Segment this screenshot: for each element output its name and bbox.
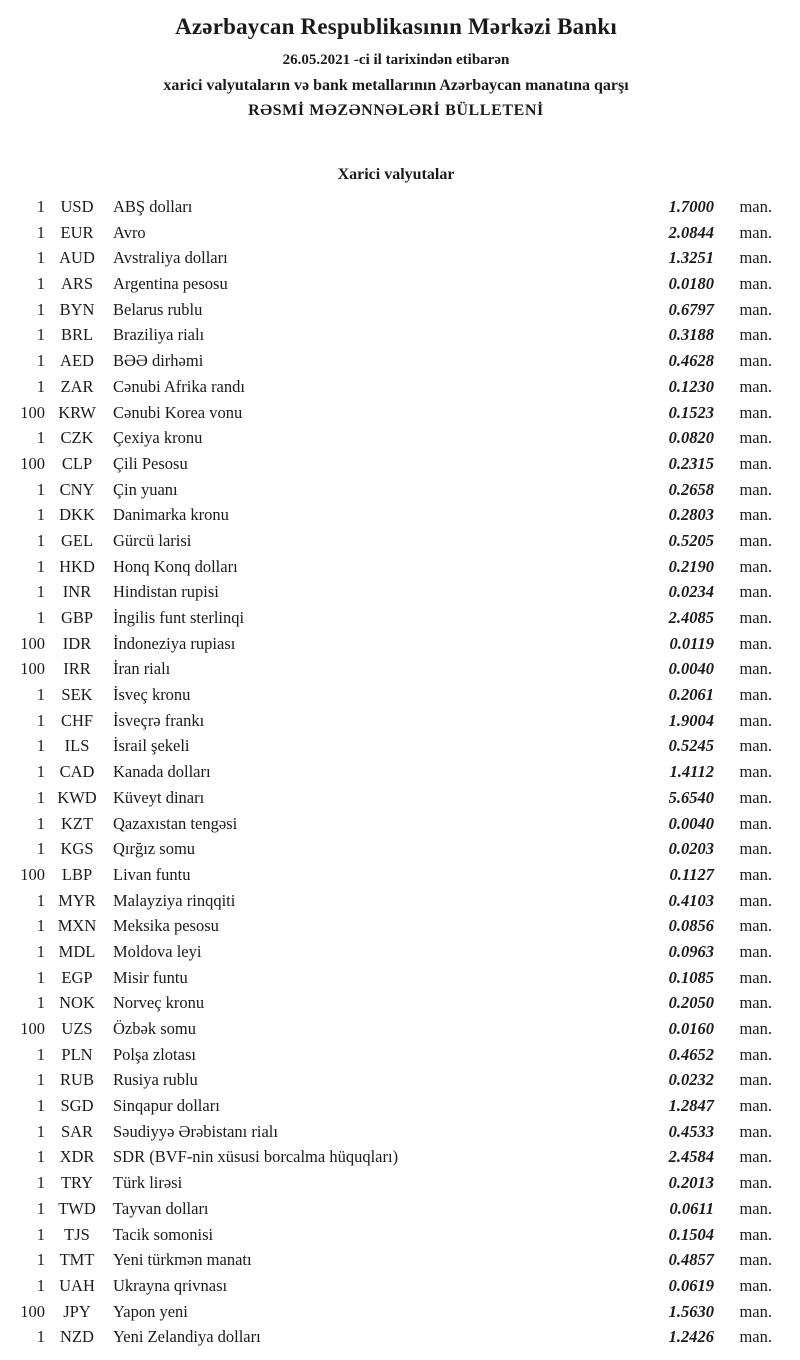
- bulletin-title: RƏSMİ MƏZƏNNƏLƏRİ BÜLLETENİ: [248, 102, 544, 119]
- rate-row: [20, 220, 772, 246]
- rate-row: [20, 322, 772, 348]
- quantity-cell: 1: [36, 556, 45, 576]
- currency-name-cell: Özbək somu: [113, 1019, 196, 1038]
- currency-name-cell: İsveç kronu: [113, 685, 191, 705]
- rate-value-cell: 1.2847: [668, 1096, 714, 1116]
- unit-cell: man.: [739, 1224, 772, 1244]
- quantity-cell: 1: [36, 787, 45, 807]
- currency-name-cell: Norveç kronu: [113, 993, 205, 1013]
- currency-code-cell: IRR: [63, 659, 91, 679]
- currency-code-cell: LBP: [61, 864, 93, 884]
- currency-code-cell: XDR: [59, 1147, 95, 1167]
- quantity-cell: 1: [36, 608, 45, 627]
- quantity-cell: 100: [20, 1019, 45, 1038]
- unit-cell: man.: [739, 1275, 772, 1295]
- unit-cell: man.: [739, 479, 772, 499]
- rate-value-cell: 0.2803: [668, 505, 714, 525]
- unit-cell: man.: [739, 1173, 772, 1193]
- quantity-cell: 1: [36, 916, 45, 936]
- currency-code-cell: AED: [60, 351, 94, 371]
- rate-value-cell: 0.1085: [668, 967, 714, 987]
- unit-cell: man.: [739, 710, 772, 730]
- currency-code-cell: EGP: [61, 967, 93, 987]
- quantity-cell: 1: [36, 1275, 45, 1295]
- rate-row: [20, 297, 772, 323]
- currency-name-cell: Braziliya rialı: [113, 325, 205, 345]
- rate-row: [20, 1093, 772, 1119]
- currency-code-cell: MYR: [58, 890, 96, 910]
- quantity-cell: 1: [36, 222, 45, 242]
- rate-value-cell: 2.4085: [668, 608, 714, 627]
- rate-value-cell: 0.2013: [668, 1173, 714, 1193]
- rate-value-cell: 5.6540: [668, 787, 714, 807]
- currency-name-cell: Sinqapur dolları: [113, 1096, 220, 1116]
- rate-value-cell: 0.1230: [668, 376, 714, 396]
- currency-name-cell: Cənubi Afrika randı: [113, 376, 245, 396]
- currency-code-cell: ZAR: [60, 376, 94, 396]
- rate-value-cell: 0.3188: [668, 325, 714, 345]
- currency-code-cell: CLP: [61, 453, 93, 473]
- unit-cell: man.: [739, 428, 772, 448]
- currency-code-cell: AUD: [59, 248, 95, 268]
- unit-cell: man.: [739, 222, 772, 242]
- rate-row: [20, 1067, 772, 1093]
- currency-name-cell: Qazaxıstan tengəsi: [113, 813, 238, 833]
- currency-name-cell: Yeni Zelandiya dolları: [113, 1327, 261, 1347]
- currency-name-cell: Səudiyyə Ərəbistanı rialı: [113, 1121, 278, 1141]
- currency-name-cell: Meksika pesosu: [113, 916, 219, 936]
- unit-cell: man.: [739, 1044, 772, 1064]
- unit-cell: man.: [739, 1121, 772, 1141]
- currency-code-cell: CZK: [60, 428, 94, 448]
- currency-code-cell: CAD: [59, 762, 95, 782]
- rate-row: [20, 477, 772, 503]
- currency-name-cell: Livan funtu: [113, 864, 191, 884]
- quantity-cell: 1: [36, 325, 45, 345]
- rate-row: [20, 1222, 772, 1248]
- currency-name-cell: Danimarka kronu: [113, 505, 229, 525]
- unit-cell: man.: [739, 1019, 772, 1038]
- rate-row: [20, 836, 772, 862]
- rate-row: [20, 939, 772, 965]
- rate-row: [20, 502, 772, 528]
- rate-value-cell: 2.4584: [668, 1147, 714, 1167]
- currency-code-cell: KZT: [60, 813, 94, 833]
- rate-row: [20, 913, 772, 939]
- currency-name-cell: Rusiya rublu: [113, 1070, 198, 1090]
- date-line: 26.05.2021 -ci il tarixindən etibarən: [282, 52, 510, 68]
- unit-cell: man.: [739, 813, 772, 833]
- rate-value-cell: 0.0040: [668, 813, 714, 833]
- quantity-cell: 1: [36, 839, 45, 859]
- unit-cell: man.: [739, 505, 772, 525]
- rate-value-cell: 0.1127: [669, 864, 714, 884]
- quantity-cell: 1: [36, 1096, 45, 1116]
- rate-row: [20, 1273, 772, 1299]
- section-heading: Xarici valyutalar: [337, 166, 455, 183]
- currency-name-cell: İsveçrə frankı: [113, 710, 205, 730]
- rate-value-cell: 0.0040: [668, 659, 714, 679]
- rate-row: [20, 708, 772, 734]
- unit-cell: man.: [739, 916, 772, 936]
- rate-row: [20, 990, 772, 1016]
- quantity-cell: 1: [36, 428, 45, 448]
- currency-name-cell: Ukrayna qrivnası: [113, 1275, 228, 1295]
- currency-name-cell: Yeni türkmən manatı: [113, 1250, 252, 1270]
- quantity-cell: 1: [36, 710, 45, 730]
- rate-row: [20, 451, 772, 477]
- currency-code-cell: MDL: [58, 941, 96, 961]
- currency-code-cell: ARS: [60, 274, 94, 294]
- currency-name-cell: Tayvan dolları: [113, 1198, 209, 1218]
- currency-name-cell: Yapon yeni: [113, 1301, 188, 1321]
- unit-cell: man.: [739, 736, 772, 756]
- rate-row: [20, 759, 772, 785]
- currency-name-cell: Polşa zlotası: [113, 1044, 196, 1064]
- unit-cell: man.: [739, 1070, 772, 1090]
- currency-name-cell: BƏƏ dirhəmi: [113, 351, 204, 371]
- rate-value-cell: 0.0820: [668, 428, 714, 448]
- quantity-cell: 1: [36, 505, 45, 525]
- currency-name-cell: Cənubi Korea vonu: [113, 402, 243, 422]
- unit-cell: man.: [739, 582, 772, 602]
- rate-value-cell: 0.0232: [668, 1070, 714, 1090]
- rate-row: [20, 554, 772, 580]
- currency-code-cell: GBP: [60, 608, 94, 627]
- currency-code-cell: NZD: [60, 1327, 94, 1347]
- unit-cell: man.: [739, 608, 772, 627]
- currency-code-cell: UZS: [61, 1019, 93, 1038]
- subtitle-line: xarici valyutaların və bank metallarının Azərbaycan manatına qarşı: [163, 77, 629, 94]
- quantity-cell: 1: [36, 1327, 45, 1347]
- unit-cell: man.: [739, 197, 772, 216]
- currency-code-cell: TWD: [58, 1198, 96, 1218]
- unit-cell: man.: [739, 941, 772, 961]
- rate-value-cell: 0.2315: [668, 453, 714, 473]
- rate-value-cell: 0.0619: [668, 1275, 714, 1295]
- rate-value-cell: 0.2061: [668, 685, 714, 705]
- currency-code-cell: JPY: [63, 1301, 91, 1321]
- quantity-cell: 100: [20, 864, 45, 884]
- unit-cell: man.: [739, 864, 772, 884]
- currency-name-cell: Küveyt dinarı: [113, 787, 205, 807]
- rate-row: [20, 682, 772, 708]
- currency-name-cell: SDR (BVF-nin xüsusi borcalma hüquqları): [113, 1147, 399, 1167]
- quantity-cell: 1: [36, 479, 45, 499]
- unit-cell: man.: [739, 248, 772, 268]
- rate-value-cell: 0.4628: [668, 351, 714, 371]
- unit-cell: man.: [739, 967, 772, 987]
- rate-row: [20, 194, 772, 220]
- quantity-cell: 100: [20, 453, 45, 473]
- currency-name-cell: ABŞ dolları: [113, 197, 193, 216]
- rate-row: [20, 888, 772, 914]
- unit-cell: man.: [739, 659, 772, 679]
- quantity-cell: 100: [20, 402, 45, 422]
- rate-row: [20, 965, 772, 991]
- quantity-cell: 1: [36, 1173, 45, 1193]
- currency-code-cell: CHF: [60, 710, 94, 730]
- rate-value-cell: 2.0844: [668, 222, 714, 242]
- quantity-cell: 1: [36, 1070, 45, 1090]
- currency-name-cell: Argentina pesosu: [113, 274, 228, 294]
- quantity-cell: 100: [20, 1301, 45, 1321]
- currency-name-cell: Malayziya rinqqiti: [113, 890, 236, 910]
- rate-value-cell: 0.4652: [668, 1044, 714, 1064]
- rate-row: [20, 1299, 772, 1325]
- quantity-cell: 1: [36, 351, 45, 371]
- currency-code-cell: TRY: [60, 1173, 94, 1193]
- unit-cell: man.: [739, 787, 772, 807]
- currency-code-cell: NOK: [59, 993, 95, 1013]
- currency-name-cell: Hindistan rupisi: [113, 582, 219, 602]
- unit-cell: man.: [739, 839, 772, 859]
- rate-row: [20, 579, 772, 605]
- quantity-cell: 1: [36, 376, 45, 396]
- currency-code-cell: KGS: [60, 839, 94, 859]
- rate-row: [20, 528, 772, 554]
- currency-name-cell: Çexiya kronu: [113, 428, 203, 448]
- currency-code-cell: IDR: [62, 633, 92, 653]
- currency-code-cell: INR: [62, 582, 92, 602]
- quantity-cell: 1: [36, 762, 45, 782]
- rate-value-cell: 0.4857: [668, 1250, 714, 1270]
- quantity-cell: 1: [36, 1224, 45, 1244]
- currency-code-cell: CNY: [59, 479, 95, 499]
- currency-name-cell: İndoneziya rupiası: [113, 633, 236, 653]
- rate-value-cell: 0.2190: [668, 556, 714, 576]
- rate-value-cell: 1.7000: [668, 197, 714, 216]
- currency-code-cell: BYN: [59, 299, 95, 319]
- unit-cell: man.: [739, 402, 772, 422]
- unit-cell: man.: [739, 1301, 772, 1321]
- currency-name-cell: Misir funtu: [113, 967, 188, 987]
- rate-value-cell: 0.4533: [668, 1121, 714, 1141]
- quantity-cell: 1: [36, 813, 45, 833]
- currency-code-cell: SEK: [61, 685, 93, 705]
- rate-value-cell: 0.0611: [669, 1198, 714, 1218]
- rate-value-cell: 0.0203: [668, 839, 714, 859]
- unit-cell: man.: [739, 530, 772, 550]
- rate-value-cell: 0.2050: [668, 993, 714, 1013]
- rate-value-cell: 0.0963: [668, 941, 714, 961]
- currency-code-cell: BRL: [60, 325, 94, 345]
- rate-value-cell: 1.3251: [668, 248, 714, 268]
- rate-value-cell: 1.4112: [669, 762, 714, 782]
- currency-name-cell: İngilis funt sterlinqi: [113, 608, 245, 627]
- currency-code-cell: TMT: [59, 1250, 95, 1270]
- rate-row: [20, 656, 772, 682]
- rate-row: [20, 862, 772, 888]
- quantity-cell: 1: [36, 736, 45, 756]
- rate-value-cell: 0.4103: [668, 890, 714, 910]
- unit-cell: man.: [739, 762, 772, 782]
- unit-cell: man.: [739, 325, 772, 345]
- quantity-cell: 1: [36, 197, 45, 216]
- unit-cell: man.: [739, 1250, 772, 1270]
- quantity-cell: 1: [36, 1250, 45, 1270]
- currency-code-cell: SGD: [60, 1096, 94, 1116]
- rate-value-cell: 0.0119: [669, 633, 714, 653]
- rate-row: [20, 631, 772, 657]
- quantity-cell: 1: [36, 582, 45, 602]
- rate-value-cell: 0.0180: [668, 274, 714, 294]
- currency-code-cell: DKK: [59, 505, 95, 525]
- quantity-cell: 1: [36, 274, 45, 294]
- rate-row: [20, 733, 772, 759]
- rate-row: [20, 1196, 772, 1222]
- quantity-cell: 1: [36, 1147, 45, 1167]
- unit-cell: man.: [739, 685, 772, 705]
- unit-cell: man.: [739, 556, 772, 576]
- currency-name-cell: Türk lirəsi: [113, 1173, 183, 1193]
- quantity-cell: 1: [36, 299, 45, 319]
- rate-row: [20, 1170, 772, 1196]
- unit-cell: man.: [739, 1096, 772, 1116]
- quantity-cell: 1: [36, 685, 45, 705]
- rate-row: [20, 400, 772, 426]
- quantity-cell: 1: [36, 941, 45, 961]
- currency-name-cell: Honq Konq dolları: [113, 556, 238, 576]
- currency-code-cell: UAH: [59, 1275, 95, 1295]
- rate-row: [20, 1324, 772, 1350]
- rate-row: [20, 245, 772, 271]
- unit-cell: man.: [739, 1198, 772, 1218]
- rate-value-cell: 0.5205: [668, 530, 714, 550]
- unit-cell: man.: [739, 1327, 772, 1347]
- rate-value-cell: 0.0856: [668, 916, 714, 936]
- unit-cell: man.: [739, 633, 772, 653]
- rate-value-cell: 1.2426: [668, 1327, 714, 1347]
- rate-value-cell: 0.1523: [668, 402, 714, 422]
- quantity-cell: 1: [36, 1121, 45, 1141]
- rate-row: [20, 271, 772, 297]
- rate-value-cell: 0.5245: [668, 736, 714, 756]
- unit-cell: man.: [739, 1147, 772, 1167]
- rate-row: [20, 1247, 772, 1273]
- currency-name-cell: Belarus rublu: [113, 299, 203, 319]
- currency-code-cell: EUR: [60, 222, 94, 242]
- unit-cell: man.: [739, 351, 772, 371]
- currency-code-cell: PLN: [61, 1044, 93, 1064]
- rates-table: [20, 194, 772, 1350]
- rate-row: [20, 605, 772, 631]
- quantity-cell: 100: [20, 659, 45, 679]
- rate-value-cell: 1.9004: [668, 710, 714, 730]
- currency-code-cell: GEL: [60, 530, 94, 550]
- currency-name-cell: Çin yuanı: [113, 479, 178, 499]
- rate-value-cell: 0.0160: [668, 1019, 714, 1038]
- rate-row: [20, 1042, 772, 1068]
- quantity-cell: 1: [36, 248, 45, 268]
- rate-row: [20, 374, 772, 400]
- rate-row: [20, 348, 772, 374]
- currency-name-cell: Tacik somonisi: [113, 1224, 214, 1244]
- currency-code-cell: TJS: [64, 1224, 90, 1244]
- rate-value-cell: 0.1504: [668, 1224, 714, 1244]
- quantity-cell: 1: [36, 890, 45, 910]
- unit-cell: man.: [739, 890, 772, 910]
- unit-cell: man.: [739, 453, 772, 473]
- currency-code-cell: KWD: [57, 787, 97, 807]
- currency-code-cell: MXN: [57, 916, 97, 936]
- rate-row: [20, 1016, 772, 1042]
- rate-value-cell: 0.2658: [668, 479, 714, 499]
- currency-name-cell: İsrail şekeli: [113, 736, 190, 756]
- rate-row: [20, 425, 772, 451]
- currency-name-cell: Kanada dolları: [113, 762, 211, 782]
- currency-name-cell: İran rialı: [113, 659, 171, 679]
- rate-row: [20, 1119, 772, 1145]
- currency-code-cell: USD: [60, 197, 94, 216]
- page-title: Azərbaycan Respublikasının Mərkəzi Bankı: [175, 14, 617, 39]
- unit-cell: man.: [739, 993, 772, 1013]
- unit-cell: man.: [739, 274, 772, 294]
- currency-code-cell: HKD: [59, 556, 95, 576]
- rate-row: [20, 1144, 772, 1170]
- quantity-cell: 1: [36, 993, 45, 1013]
- unit-cell: man.: [739, 376, 772, 396]
- rate-value-cell: 0.6797: [668, 299, 714, 319]
- currency-code-cell: ILS: [64, 736, 90, 756]
- quantity-cell: 1: [36, 530, 45, 550]
- unit-cell: man.: [739, 299, 772, 319]
- rate-value-cell: 0.0234: [668, 582, 714, 602]
- quantity-cell: 100: [20, 633, 45, 653]
- currency-name-cell: Çili Pesosu: [113, 453, 188, 473]
- document-header: [20, 14, 772, 120]
- quantity-cell: 1: [36, 1198, 45, 1218]
- currency-name-cell: Avro: [113, 222, 146, 242]
- rate-row: [20, 785, 772, 811]
- currency-code-cell: SAR: [60, 1121, 94, 1141]
- currency-code-cell: RUB: [60, 1070, 94, 1090]
- quantity-cell: 1: [36, 1044, 45, 1064]
- currency-name-cell: Avstraliya dolları: [113, 248, 228, 268]
- currency-name-cell: Qırğız somu: [113, 839, 196, 859]
- rate-row: [20, 811, 772, 837]
- rate-value-cell: 1.5630: [668, 1301, 714, 1321]
- currency-name-cell: Moldova leyi: [113, 941, 202, 961]
- currency-code-cell: KRW: [58, 402, 96, 422]
- quantity-cell: 1: [36, 967, 45, 987]
- currency-name-cell: Gürcü larisi: [113, 530, 192, 550]
